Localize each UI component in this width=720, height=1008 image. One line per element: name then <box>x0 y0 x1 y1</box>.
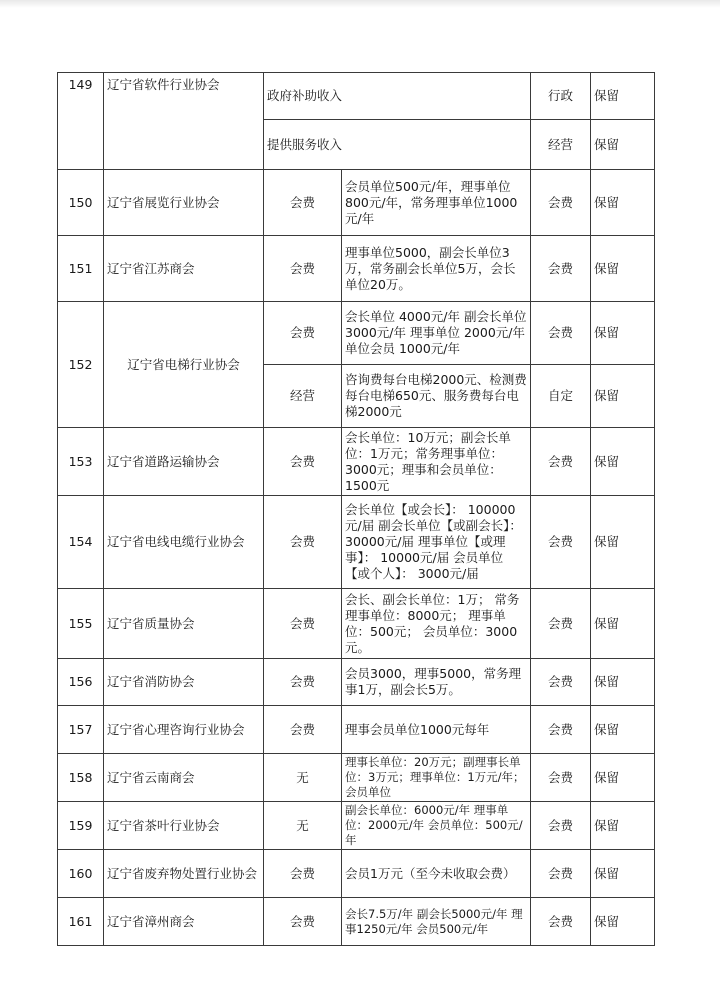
table-row <box>58 802 655 850</box>
fee-basis: 提供服务收入 <box>264 120 531 170</box>
fee-basis: 理事单位5000，副会长单位3万，常务副会长单位5万，会长单位20万。 <box>342 236 531 302</box>
org-name: 辽宁省展览行业协会 <box>104 170 264 236</box>
table-row <box>58 170 655 236</box>
fee-type: 会费 <box>264 706 342 754</box>
org-name: 辽宁省软件行业协会 <box>104 73 264 170</box>
table-row <box>58 754 655 802</box>
fee-type: 会费 <box>264 589 342 659</box>
table-row <box>58 73 655 120</box>
fee-action: 保留 <box>591 73 655 120</box>
fee-type: 会费 <box>264 236 342 302</box>
fee-action: 保留 <box>591 120 655 170</box>
row-number: 152 <box>58 302 104 428</box>
table-row <box>58 428 655 496</box>
fee-type: 无 <box>264 754 342 802</box>
table-row <box>58 659 655 706</box>
fee-type: 会费 <box>264 659 342 706</box>
fee-basis: 理事长单位：20万元；副理事长单位：3万元；理事单位：1万元/年；会员单位 <box>342 754 531 802</box>
fee-action: 保留 <box>591 898 655 946</box>
org-name: 辽宁省电梯行业协会 <box>104 302 264 428</box>
fee-type: 会费 <box>264 496 342 589</box>
fee-category: 会费 <box>531 754 591 802</box>
fee-action: 保留 <box>591 802 655 850</box>
org-name: 辽宁省心理咨询行业协会 <box>104 706 264 754</box>
fee-action: 保留 <box>591 850 655 898</box>
fee-type: 会费 <box>264 428 342 496</box>
fee-category: 会费 <box>531 302 591 365</box>
fee-category: 经营 <box>531 120 591 170</box>
fee-type: 无 <box>264 802 342 850</box>
fee-action: 保留 <box>591 754 655 802</box>
scan-edge <box>0 0 720 8</box>
fee-action: 保留 <box>591 706 655 754</box>
fee-basis: 会长单位【或会长】： 100000元/届 副会长单位【或副会长】： 30000元/届 理事单位【或理事】： 10000元/届 会员单位【或个人】： 3000元/届 <box>342 496 531 589</box>
row-number: 155 <box>58 589 104 659</box>
fee-action: 保留 <box>591 302 655 365</box>
fee-type: 经营 <box>264 365 342 428</box>
row-number: 154 <box>58 496 104 589</box>
fee-basis: 副会长单位：6000元/年 理事单位：2000元/年 会员单位：500元/年 <box>342 802 531 850</box>
row-number: 161 <box>58 898 104 946</box>
table-row <box>58 706 655 754</box>
fee-basis: 会长单位 4000元/年 副会长单位 3000元/年 理事单位 2000元/年 单位会员 1000元/年 <box>342 302 531 365</box>
fee-basis: 政府补助收入 <box>264 73 531 120</box>
org-name: 辽宁省江苏商会 <box>104 236 264 302</box>
fee-action: 保留 <box>591 365 655 428</box>
fee-category: 会费 <box>531 659 591 706</box>
fee-category: 会费 <box>531 802 591 850</box>
fee-basis: 会员单位500元/年，理事单位800元/年，常务理事单位1000元/年 <box>342 170 531 236</box>
table-row <box>58 236 655 302</box>
fee-category: 自定 <box>531 365 591 428</box>
row-number: 156 <box>58 659 104 706</box>
table-row <box>58 850 655 898</box>
table-row <box>58 589 655 659</box>
fee-basis: 会长单位：10万元；副会长单位：1万元；常务理事单位：3000元；理事和会员单位：1500元 <box>342 428 531 496</box>
fee-action: 保留 <box>591 236 655 302</box>
fee-action: 保留 <box>591 428 655 496</box>
fee-basis: 会长、副会长单位：1万； 常务理事单位：8000元； 理事单位：500元； 会员单位：3000元。 <box>342 589 531 659</box>
fee-type: 会费 <box>264 170 342 236</box>
fee-category: 会费 <box>531 428 591 496</box>
org-name: 辽宁省云南商会 <box>104 754 264 802</box>
org-name: 辽宁省茶叶行业协会 <box>104 802 264 850</box>
fee-category: 会费 <box>531 706 591 754</box>
row-number: 153 <box>58 428 104 496</box>
row-number: 159 <box>58 802 104 850</box>
table-row <box>58 302 655 365</box>
table-row <box>58 496 655 589</box>
row-number: 158 <box>58 754 104 802</box>
row-number: 157 <box>58 706 104 754</box>
fee-category: 会费 <box>531 898 591 946</box>
fee-basis: 会员1万元（至今未收取会费） <box>342 850 531 898</box>
fee-category: 会费 <box>531 589 591 659</box>
row-number: 150 <box>58 170 104 236</box>
fee-category: 行政 <box>531 73 591 120</box>
fee-action: 保留 <box>591 170 655 236</box>
fee-action: 保留 <box>591 659 655 706</box>
fee-category: 会费 <box>531 850 591 898</box>
org-name: 辽宁省质量协会 <box>104 589 264 659</box>
fee-basis: 理事会员单位1000元每年 <box>342 706 531 754</box>
row-number: 151 <box>58 236 104 302</box>
org-name: 辽宁省道路运输协会 <box>104 428 264 496</box>
table-row <box>58 898 655 946</box>
fee-category: 会费 <box>531 236 591 302</box>
fee-basis: 会长7.5万/年 副会长5000元/年 理事1250元/年 会员500元/年 <box>342 898 531 946</box>
fee-action: 保留 <box>591 496 655 589</box>
fee-category: 会费 <box>531 170 591 236</box>
fee-type: 会费 <box>264 850 342 898</box>
org-name: 辽宁省废弃物处置行业协会 <box>104 850 264 898</box>
org-name: 辽宁省电线电缆行业协会 <box>104 496 264 589</box>
row-number: 149 <box>58 73 104 170</box>
row-number: 160 <box>58 850 104 898</box>
org-name: 辽宁省漳州商会 <box>104 898 264 946</box>
fee-type: 会费 <box>264 302 342 365</box>
fee-type: 会费 <box>264 898 342 946</box>
org-name: 辽宁省消防协会 <box>104 659 264 706</box>
fee-table <box>57 72 655 946</box>
fee-category: 会费 <box>531 496 591 589</box>
fee-action: 保留 <box>591 589 655 659</box>
fee-basis: 会员3000，理事5000，常务理事1万，副会长5万。 <box>342 659 531 706</box>
fee-basis: 咨询费每台电梯2000元、检测费每台电梯650元、服务费每台电梯2000元 <box>342 365 531 428</box>
